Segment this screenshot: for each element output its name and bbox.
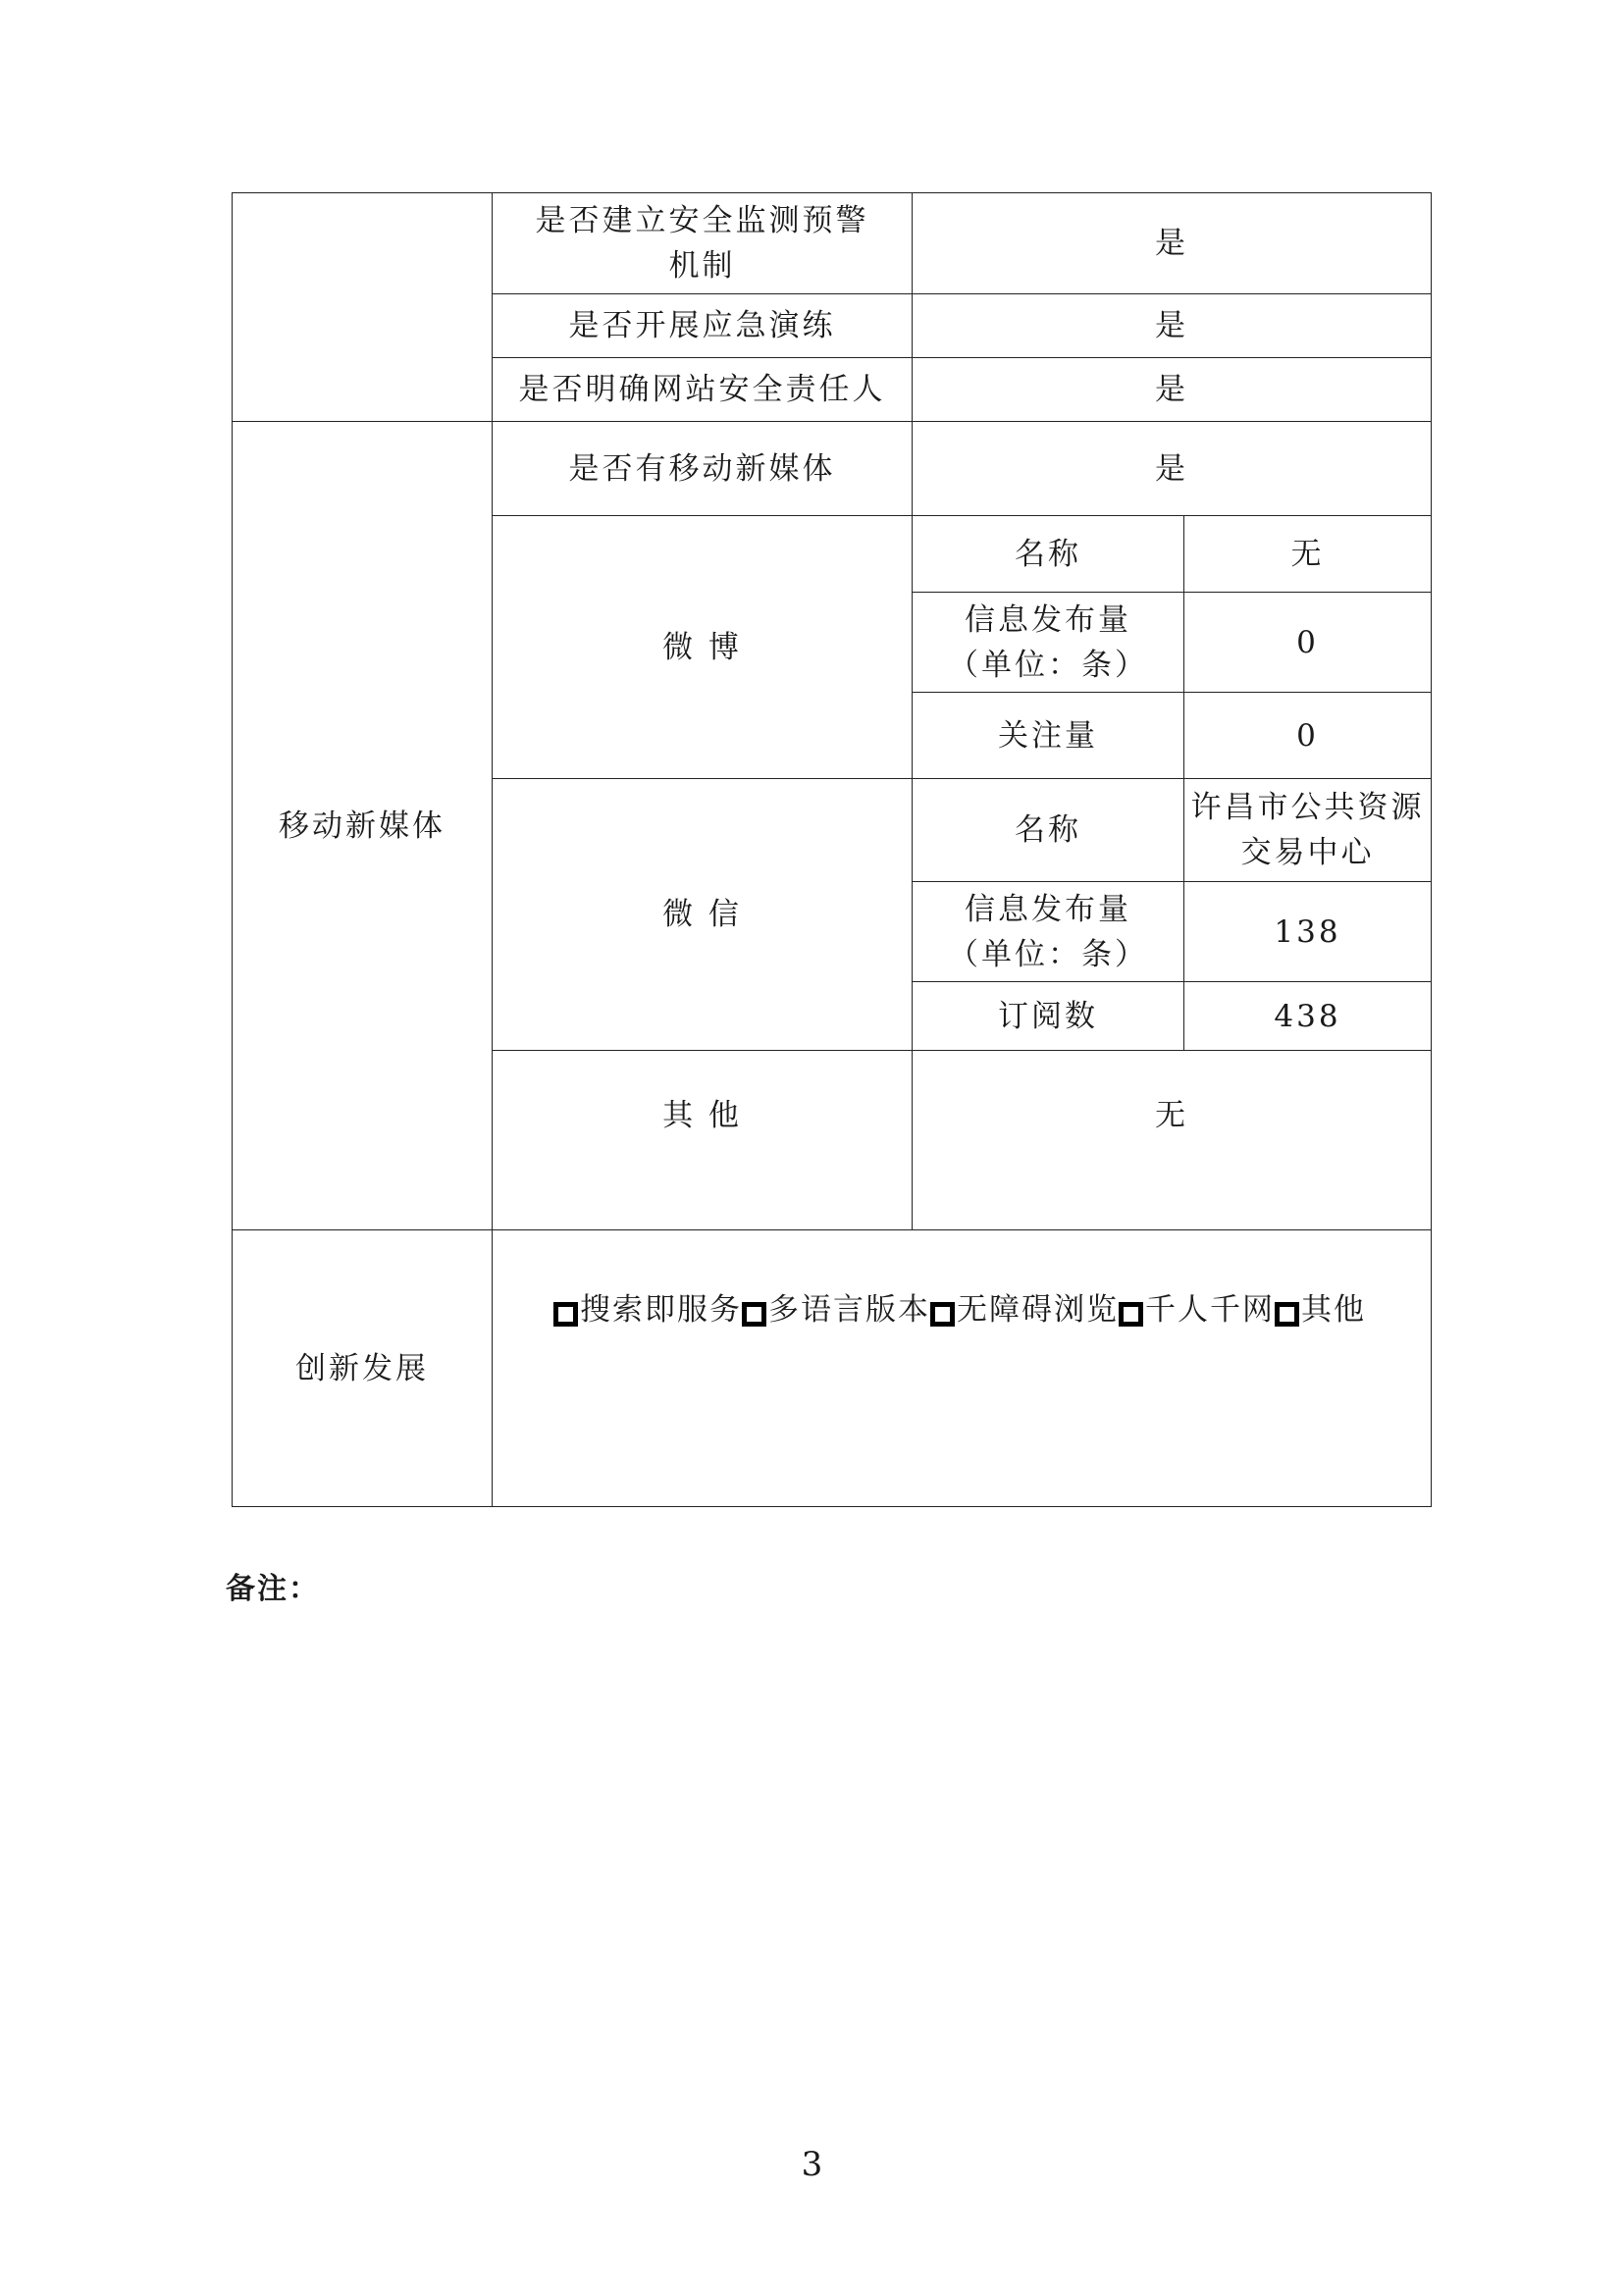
label-line: 信息发布量 bbox=[965, 601, 1131, 638]
label-line: 是否建立安全监测预警 bbox=[535, 203, 869, 238]
label-line: （单位：条） bbox=[948, 647, 1148, 683]
option-accessibility[interactable] bbox=[930, 1287, 1119, 1332]
security-officer-value: 是 bbox=[913, 358, 1432, 422]
security-monitoring-value: 是 bbox=[913, 193, 1432, 294]
option-label: 多语言版本 bbox=[768, 1292, 930, 1328]
empty-section-cell bbox=[233, 193, 493, 422]
option-multilingual[interactable] bbox=[742, 1287, 930, 1332]
other-media-label: 其 他 bbox=[493, 1051, 913, 1230]
mobile-media-section-label: 移动新媒体 bbox=[233, 422, 493, 1230]
table-row bbox=[233, 1230, 1432, 1507]
option-other[interactable] bbox=[1275, 1287, 1366, 1332]
weibo-name-label: 名称 bbox=[913, 516, 1184, 593]
checkbox-icon[interactable] bbox=[742, 1302, 766, 1327]
weibo-posts-value: 0 bbox=[1184, 593, 1432, 693]
wechat-subscribers-label: 订阅数 bbox=[913, 982, 1184, 1051]
innovation-options bbox=[493, 1287, 1431, 1332]
option-label: 无障碍浏览 bbox=[957, 1292, 1119, 1328]
label-line: （单位：条） bbox=[948, 936, 1148, 972]
has-mobile-media-value: 是 bbox=[913, 422, 1432, 516]
remark-label: 备注： bbox=[226, 1572, 320, 1606]
value-line: 许昌市公共资源 bbox=[1190, 790, 1425, 825]
option-label: 搜索即服务 bbox=[580, 1292, 742, 1328]
page-number: 3 bbox=[801, 2145, 823, 2184]
table-row bbox=[233, 193, 1432, 294]
weibo-name-value: 无 bbox=[1184, 516, 1432, 593]
wechat-posts-label bbox=[913, 882, 1184, 982]
weibo-posts-label bbox=[913, 593, 1184, 693]
emergency-drill-value: 是 bbox=[913, 294, 1432, 358]
checkbox-icon[interactable] bbox=[1119, 1302, 1143, 1327]
wechat-name-label: 名称 bbox=[913, 779, 1184, 882]
checkbox-icon[interactable] bbox=[930, 1302, 955, 1327]
weibo-label: 微 博 bbox=[493, 516, 913, 779]
table-row bbox=[233, 422, 1432, 516]
checkbox-icon[interactable] bbox=[553, 1302, 578, 1327]
security-officer-label: 是否明确网站安全责任人 bbox=[493, 358, 913, 422]
wechat-posts-value: 138 bbox=[1184, 882, 1432, 982]
option-personalization[interactable] bbox=[1119, 1287, 1275, 1332]
has-mobile-media-label: 是否有移动新媒体 bbox=[493, 422, 913, 516]
innovation-section-label: 创新发展 bbox=[233, 1230, 493, 1507]
option-search-as-service[interactable] bbox=[553, 1287, 742, 1332]
wechat-subscribers-value: 438 bbox=[1184, 982, 1432, 1051]
weibo-followers-value: 0 bbox=[1184, 693, 1432, 779]
report-table bbox=[232, 192, 1432, 1507]
value-line: 交易中心 bbox=[1240, 835, 1375, 870]
wechat-name-value bbox=[1184, 779, 1432, 882]
label-line: 机制 bbox=[668, 248, 736, 284]
emergency-drill-label: 是否开展应急演练 bbox=[493, 294, 913, 358]
option-label: 其他 bbox=[1301, 1292, 1366, 1328]
weibo-followers-label: 关注量 bbox=[913, 693, 1184, 779]
innovation-options-cell bbox=[493, 1230, 1432, 1507]
other-media-value: 无 bbox=[913, 1051, 1432, 1230]
option-label: 千人千网 bbox=[1145, 1292, 1275, 1328]
wechat-label: 微 信 bbox=[493, 779, 913, 1051]
security-monitoring-label bbox=[493, 193, 913, 294]
label-line: 信息发布量 bbox=[965, 891, 1131, 927]
checkbox-icon[interactable] bbox=[1275, 1302, 1299, 1327]
